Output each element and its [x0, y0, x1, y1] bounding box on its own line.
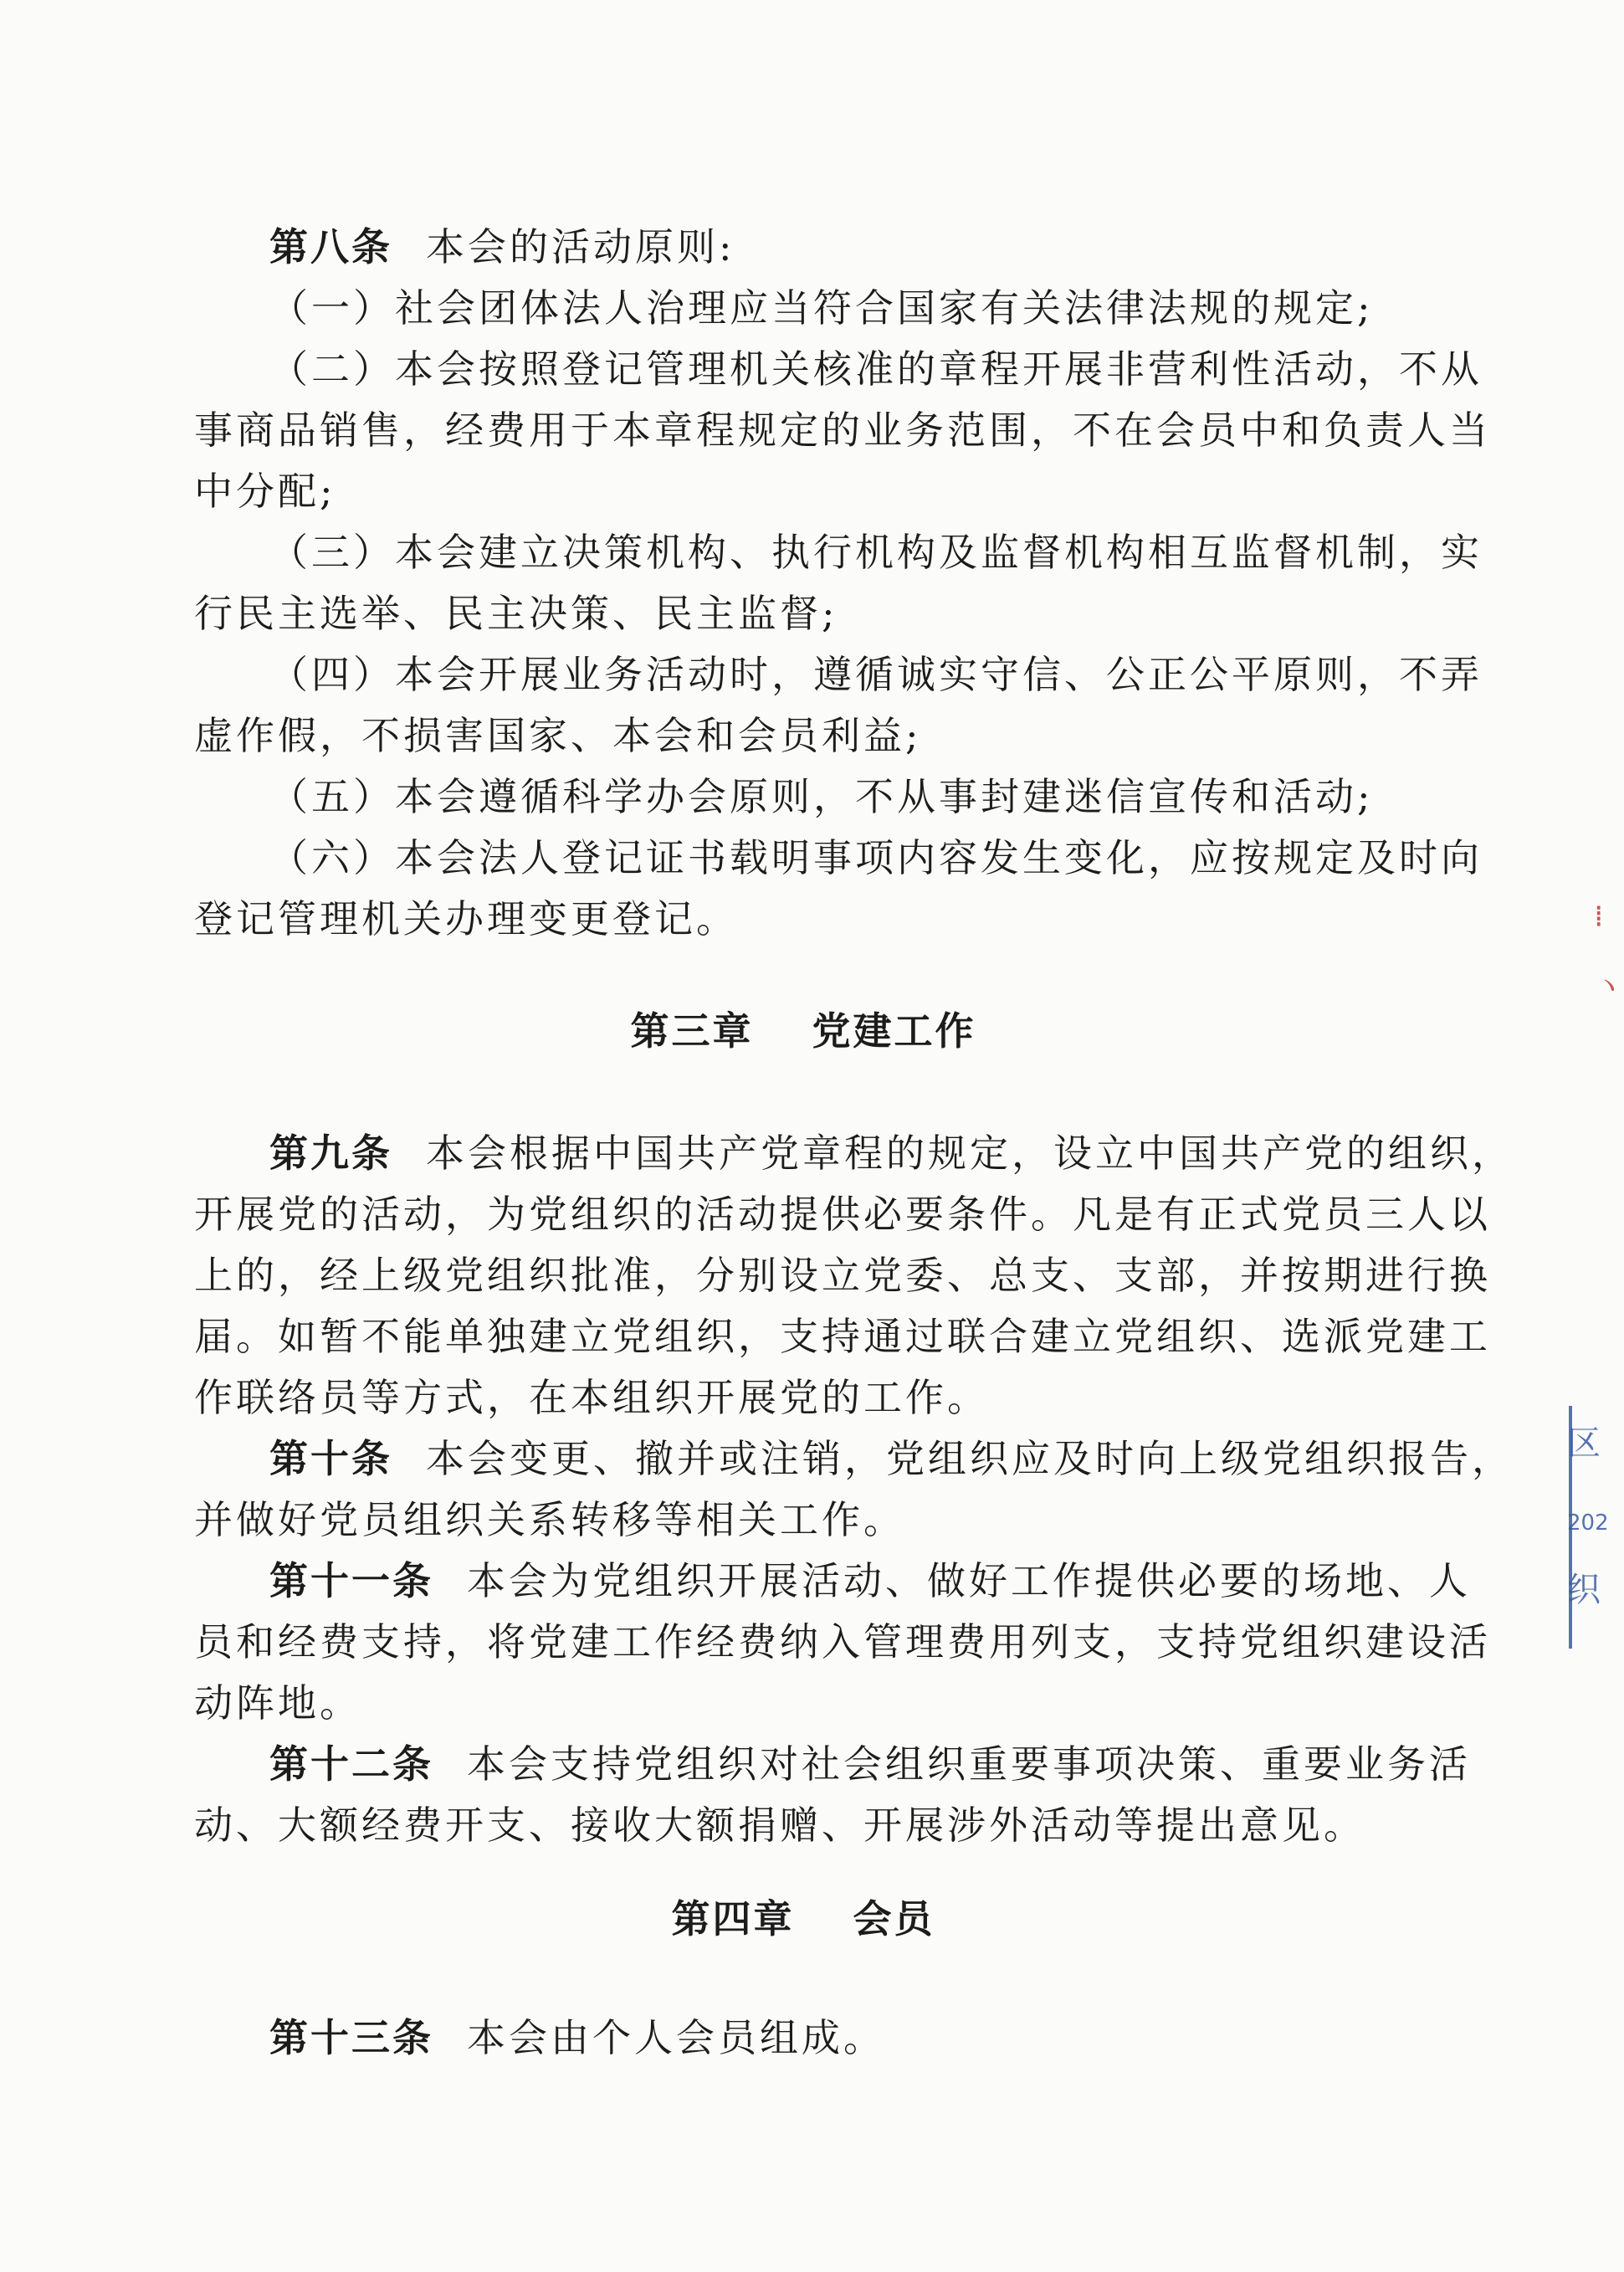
article-8-item: 中分配; — [194, 469, 336, 514]
article-11-line — [269, 1551, 1499, 1610]
article-8-item: （三）本会建立决策机构、执行机构及监督机构相互监督机制，实 — [269, 530, 1483, 575]
article-10-label: 第十条 — [269, 1436, 392, 1481]
article-8-label: 第八条 — [269, 224, 392, 269]
article-8-item: 登记管理机关办理变更登记。 — [194, 896, 738, 941]
chapter-3-heading — [0, 1002, 1606, 1060]
chapter-4-title: 会员 — [853, 1896, 935, 1941]
article-11-label: 第十一条 — [269, 1558, 433, 1603]
article-11-text: 本会为党组织开展活动、做好工作提供必要的场地、人 — [467, 1558, 1471, 1603]
blue-seal-text: 202 — [1567, 1510, 1609, 1536]
article-10-text: 本会变更、撤并或注销，党组织应及时向上级党组织报告， — [426, 1436, 1514, 1481]
article-11-line: 员和经费支持，将党建工作经费纳入管理费用列支，支持党组织建设活 — [194, 1619, 1491, 1664]
article-12-line — [269, 1735, 1499, 1793]
article-9-label: 第九条 — [269, 1131, 392, 1176]
article-8-item: 行民主选举、民主决策、民主监督; — [194, 591, 838, 636]
article-13-text: 本会由个人会员组成。 — [467, 2015, 885, 2060]
article-10-line — [269, 1429, 1514, 1488]
red-seal-fragment: ⁞ — [1594, 900, 1604, 934]
chapter-3-number: 第三章 — [630, 1008, 754, 1054]
article-8-text: 本会的活动原则: — [426, 224, 735, 269]
article-8-item: （六）本会法人登记证书载明事项内容发生变化，应按规定及时向 — [269, 835, 1483, 880]
article-9-line: 届。如暂不能单独建立党组织，支持通过联合建立党组织、选派党建工 — [194, 1314, 1491, 1359]
article-11-line: 动阵地。 — [194, 1680, 361, 1726]
article-13-label: 第十三条 — [269, 2015, 433, 2060]
article-8-heading — [269, 218, 1499, 276]
article-9-text: 本会根据中国共产党章程的规定，设立中国共产党的组织， — [426, 1131, 1514, 1176]
article-9-line — [269, 1124, 1514, 1182]
article-12-line: 动、大额经费开支、接收大额捐赠、开展涉外活动等提出意见。 — [194, 1803, 1365, 1848]
blue-seal-text: 织 — [1567, 1571, 1601, 1609]
blue-seal-text: 区 — [1567, 1424, 1601, 1463]
article-12-text: 本会支持党组织对社会组织重要事项决策、重要业务活 — [467, 1741, 1471, 1787]
article-8-item: （四）本会开展业务活动时，遵循诚实守信、公正公平原则，不弄 — [269, 652, 1483, 697]
article-8-item: 虚作假，不损害国家、本会和会员利益; — [194, 713, 922, 758]
article-8-item: （一）社会团体法人治理应当符合国家有关法律法规的规定; — [269, 285, 1374, 331]
article-10-line: 并做好党员组织关系转移等相关工作。 — [194, 1497, 905, 1542]
article-8-item: （二）本会按照登记管理机关核准的章程开展非营利性活动，不从 — [269, 346, 1483, 392]
article-9-line: 开展党的活动，为党组织的活动提供必要条件。凡是有正式党员三人以 — [194, 1192, 1491, 1237]
article-13-line — [269, 2008, 1499, 2067]
article-9-line: 上的，经上级党组织批准，分别设立党委、总支、支部，并按期进行换 — [194, 1253, 1491, 1298]
article-8-item: （五）本会遵循科学办会原则，不从事封建迷信宣传和活动; — [269, 774, 1374, 819]
article-8-item: 事商品销售，经费用于本章程规定的业务范围，不在会员中和负责人当 — [194, 408, 1491, 453]
red-seal-fragment: ヽ — [1594, 969, 1624, 1003]
article-9-line: 作联络员等方式，在本组织开展党的工作。 — [194, 1375, 989, 1420]
chapter-3-title: 党建工作 — [812, 1008, 976, 1054]
chapter-4-heading — [0, 1890, 1606, 1948]
article-12-label: 第十二条 — [269, 1741, 433, 1787]
chapter-4-number: 第四章 — [671, 1896, 795, 1941]
